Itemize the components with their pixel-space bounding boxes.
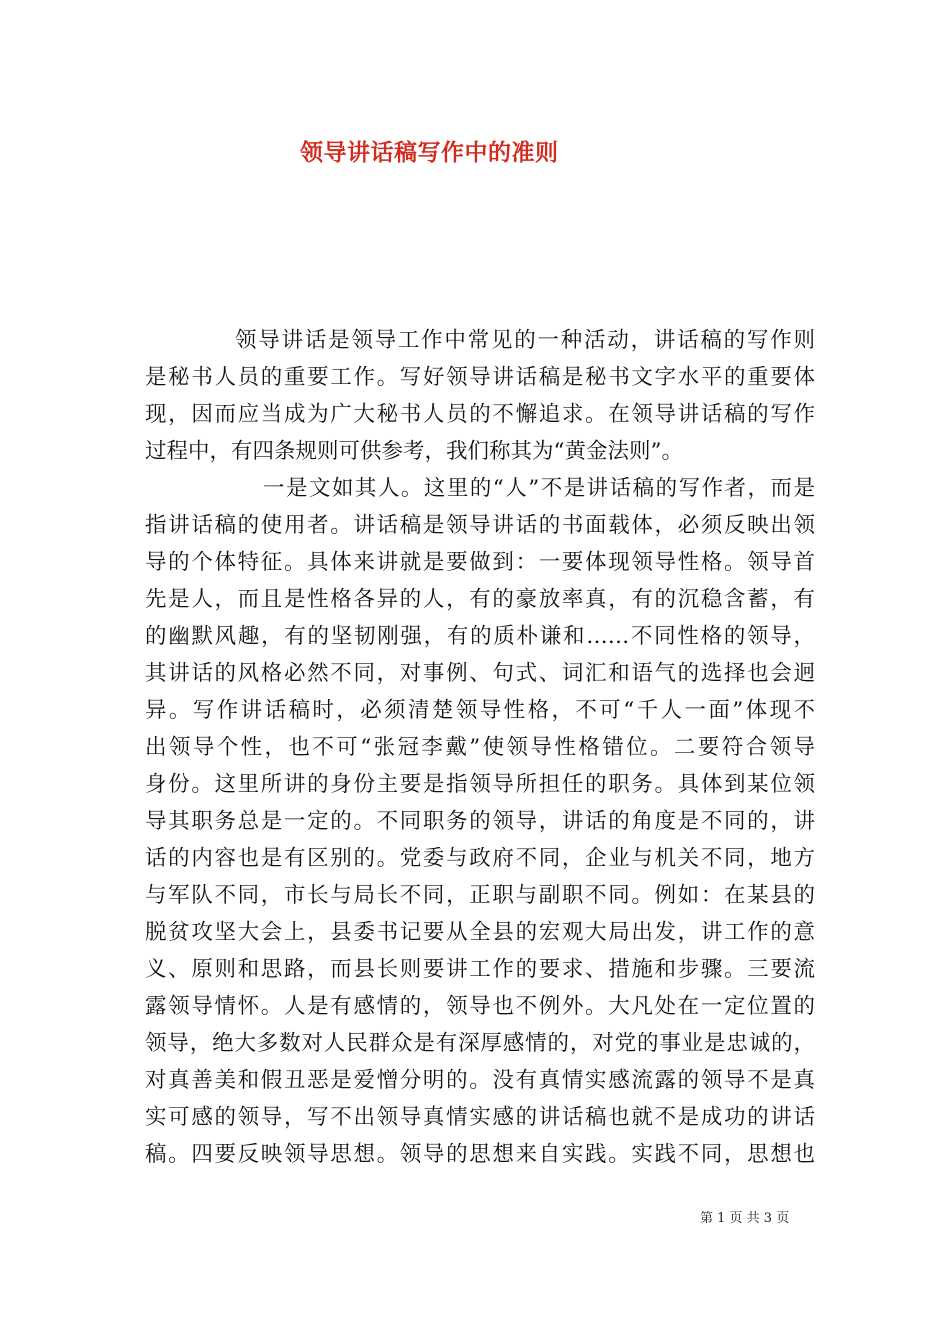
- text-line: 露领导情怀。人是有感情的，领导也不例外。大凡处在一定位置的: [145, 994, 815, 1019]
- text-line: 对真善美和假丑恶是爱憎分明的。没有真情实感流露的领导不是真: [145, 1068, 815, 1093]
- text-line: 身份。这里所讲的身份主要是指领导所担任的职务。具体到某位领: [145, 772, 815, 797]
- text-line: 的幽默风趣，有的坚韧刚强，有的质朴谦和……不同性格的领导，: [145, 624, 815, 649]
- document-title: 领导讲话稿写作中的准则: [300, 139, 559, 166]
- page-number-footer: 第 1 页 共 3 页: [700, 1211, 790, 1226]
- text-line: 过程中，有四条规则可供参考，我们称其为“黄金法则”。: [145, 439, 683, 464]
- text-line: 先是人，而且是性格各异的人，有的豪放率真，有的沉稳含蓄，有: [145, 587, 815, 612]
- text-line: 现，因而应当成为广大秘书人员的不懈追求。在领导讲话稿的写作: [145, 402, 815, 427]
- text-line: 其讲话的风格必然不同，对事例、句式、词汇和语气的选择也会迥: [145, 661, 815, 686]
- text-line: 义、原则和思路，而县长则要讲工作的要求、措施和步骤。三要流: [145, 957, 815, 982]
- text-line: 实可感的领导，写不出领导真情实感的讲话稿也就不是成功的讲话: [145, 1105, 815, 1130]
- text-line: 脱贫攻坚大会上，县委书记要从全县的宏观大局出发，讲工作的意: [145, 920, 815, 945]
- text-line: 领导，绝大多数对人民群众是有深厚感情的，对党的事业是忠诚的，: [145, 1031, 815, 1056]
- text-line: 与军队不同，市长与局长不同，正职与副职不同。例如：在某县的: [145, 883, 815, 908]
- text-line: 异。写作讲话稿时，必须清楚领导性格，不可“千人一面”体现不: [145, 698, 815, 723]
- document-body: [145, 322, 815, 1173]
- text-line: 一是文如其人。这里的“人”不是讲话稿的写作者，而是: [263, 476, 815, 501]
- text-line: 稿。四要反映领导思想。领导的思想来自实践。实践不同，思想也: [145, 1142, 815, 1167]
- text-line: 话的内容也是有区别的。党委与政府不同，企业与机关不同，地方: [145, 846, 815, 871]
- text-line: 导的个体特征。具体来讲就是要做到：一要体现领导性格。领导首: [145, 550, 815, 575]
- text-line: 指讲话稿的使用者。讲话稿是领导讲话的书面载体，必须反映出领: [145, 513, 815, 538]
- text-line: 是秘书人员的重要工作。写好领导讲话稿是秘书文字水平的重要体: [145, 365, 815, 390]
- text-line: 导其职务总是一定的。不同职务的领导，讲话的角度是不同的，讲: [145, 809, 815, 834]
- text-line: 领导讲话是领导工作中常见的一种活动，讲话稿的写作则: [235, 328, 815, 353]
- text-line: 出领导个性，也不可“张冠李戴”使领导性格错位。二要符合领导: [145, 735, 815, 760]
